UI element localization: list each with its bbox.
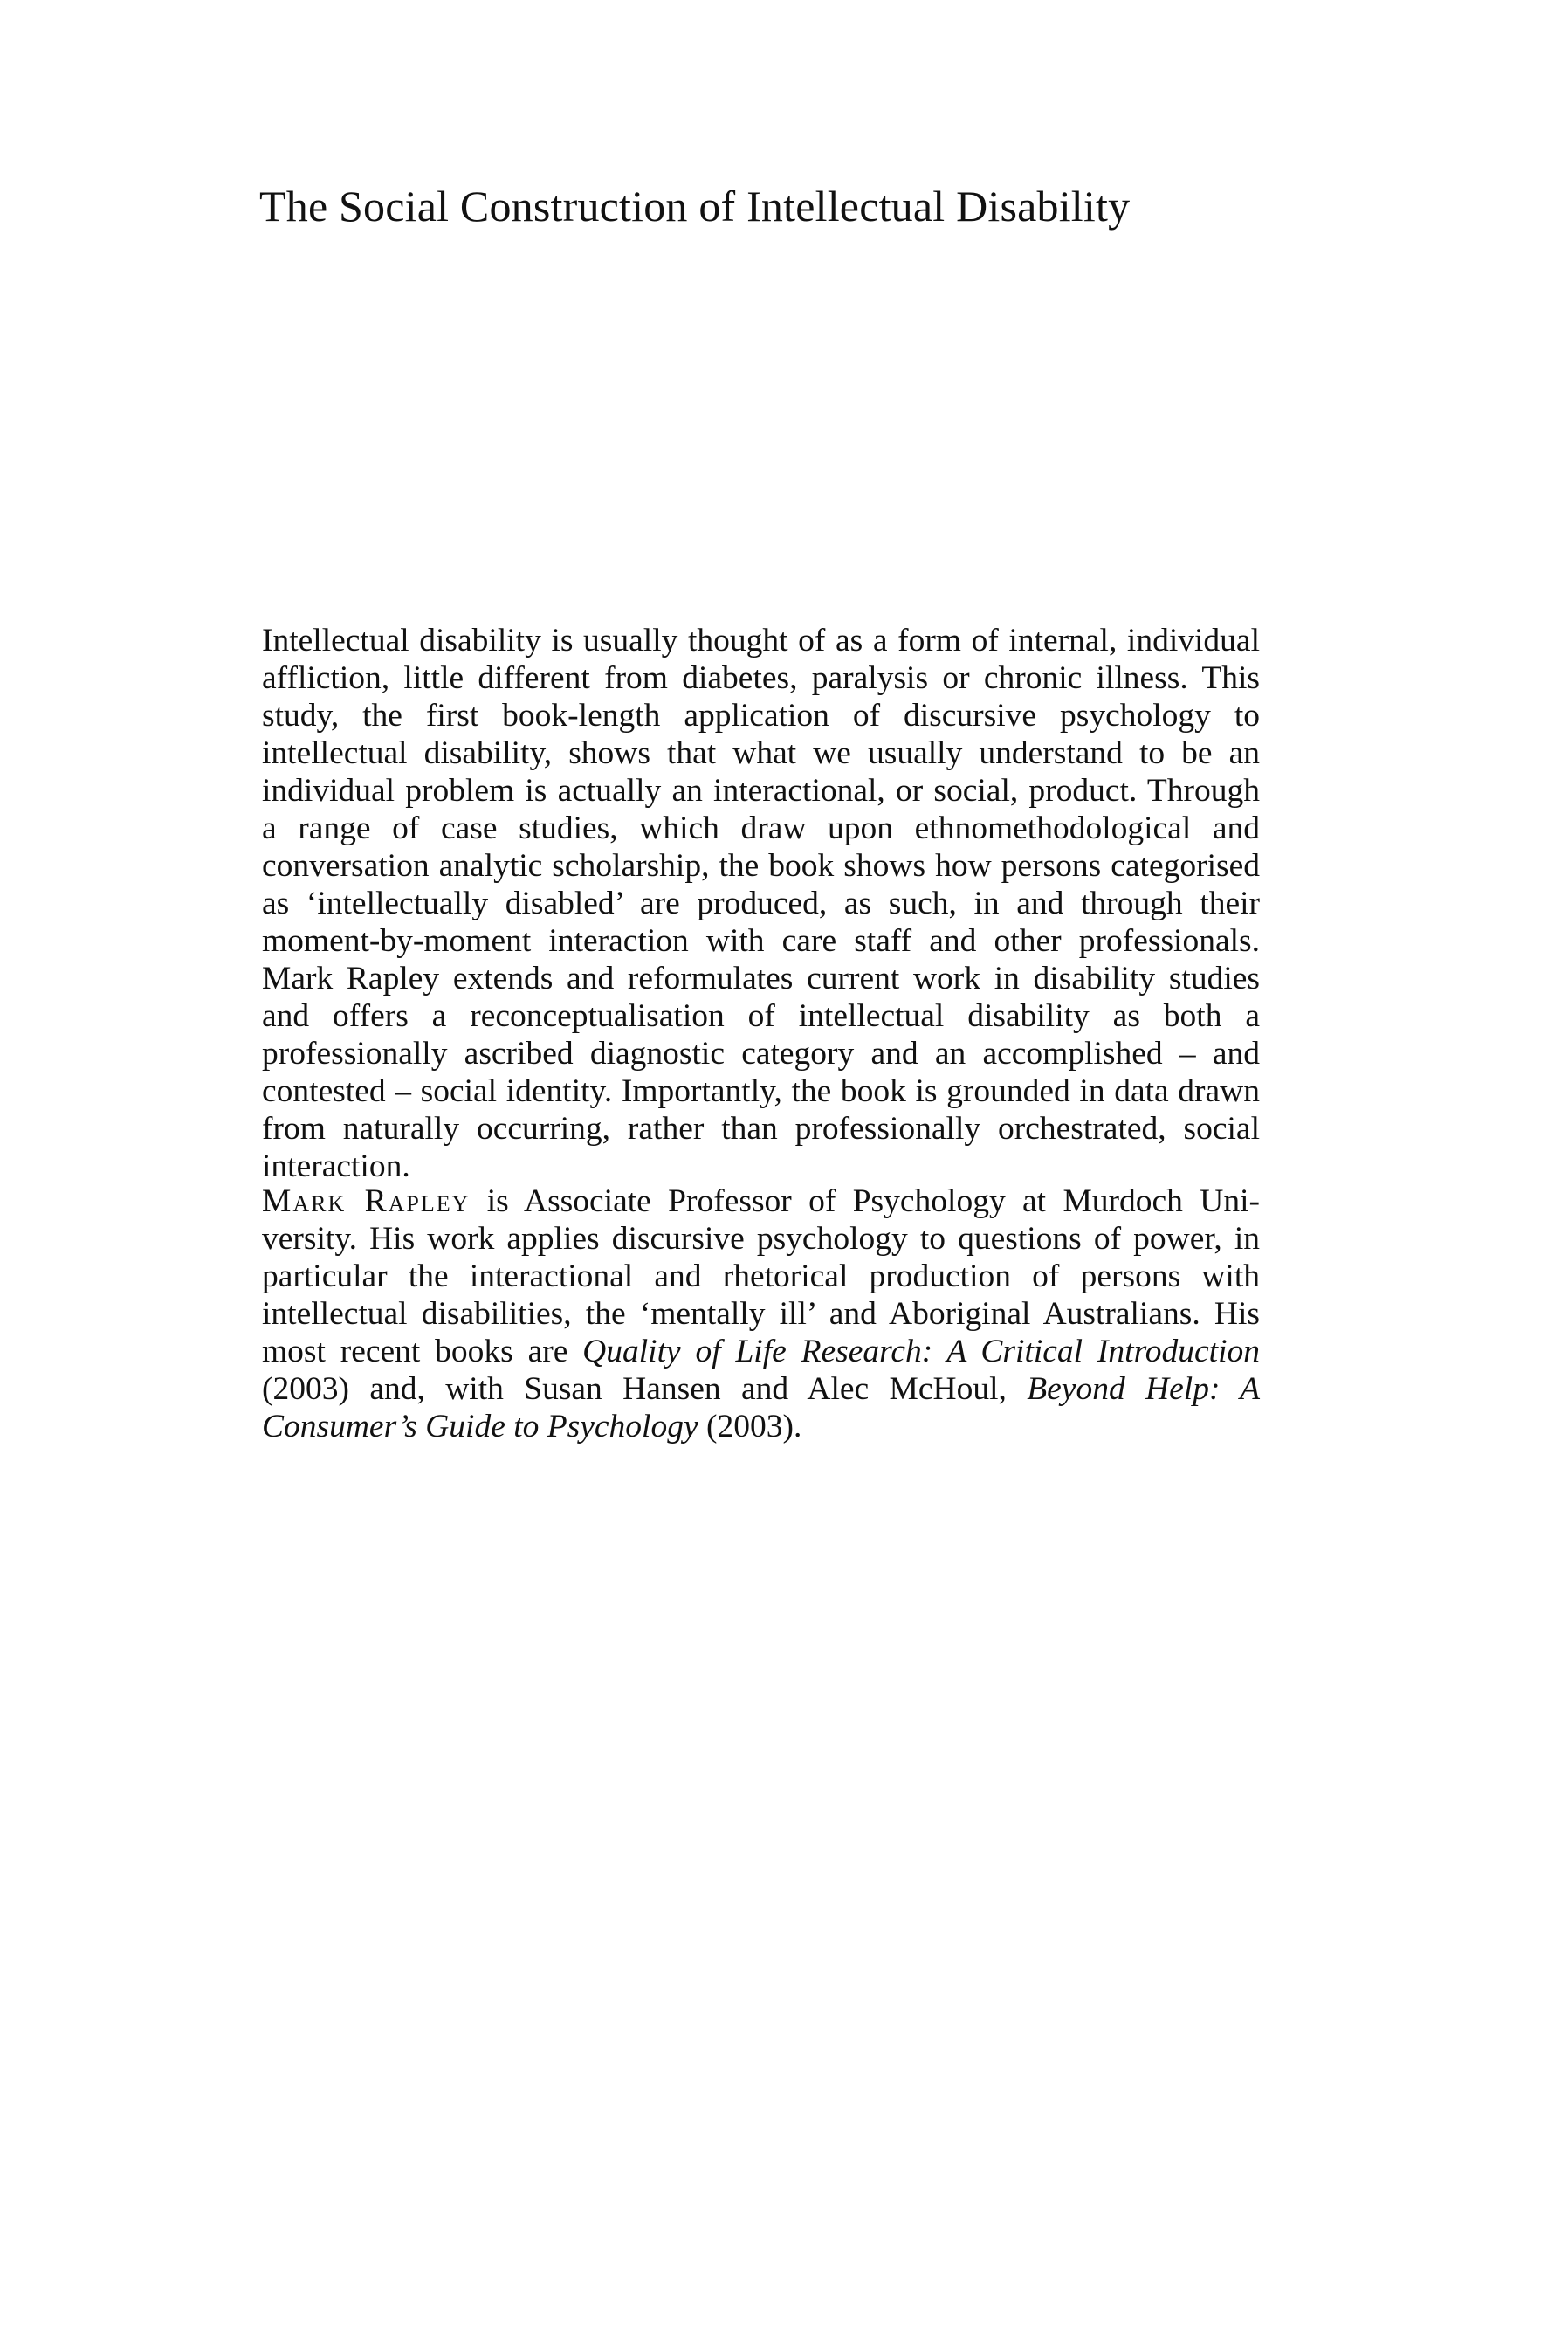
book-title-beyond-help: Beyond Help: A Consumer’s Guide to Psychology (262, 1371, 1261, 1444)
book-title: The Social Construction of Intellectual Disability (259, 182, 1131, 231)
author-bio-paragraph (262, 1182, 1260, 1445)
abstract-paragraph: Intellectual disability is usually thought of as a form of internal, individual affliction, little different from diabetes, paralysis or chronic illness. This study, the first book-length application of discursive psychology to intellectual disability, shows that what we usually understand to be an individual problem is actually an interactional, or social, product. Through a range of case studies, which draw upon ethnomethodological and conversation analytic scholarship, the book shows how persons categorised as ‘intellectually disabled’ are produced, as such, in and through their moment-by-moment interaction with care staff and other professionals. Mark Rapley extends and reformulates current work in disability studies and offers a reconceptualisation of intellectual disability as both a professionally ascribed diagnostic category and an accomplished – and contested – social identity. Importantly, the book is grounded in data drawn from naturally occurring, rather than professionally orchestrated, social interaction. (262, 623, 1260, 1184)
bio-text-part-2: (2003) and, with Susan Hansen and Alec McHoul, (262, 1371, 1028, 1407)
author-name: Mark Rapley (262, 1183, 471, 1219)
book-title-quality-of-life: Quality of Life Research: A Critical Introduction (582, 1334, 1261, 1369)
bio-text-part-1: is Associate Professor of Psychology at Murdoch University. His work applies discursive psychology to questions of power, in particular the interactional and rhetorical production of persons with intellectual disabilities, the ‘mentally ill’ and Aboriginal Australians. His most recent books are (262, 1183, 1261, 1369)
bio-text-part-3: (2003). (698, 1409, 802, 1444)
